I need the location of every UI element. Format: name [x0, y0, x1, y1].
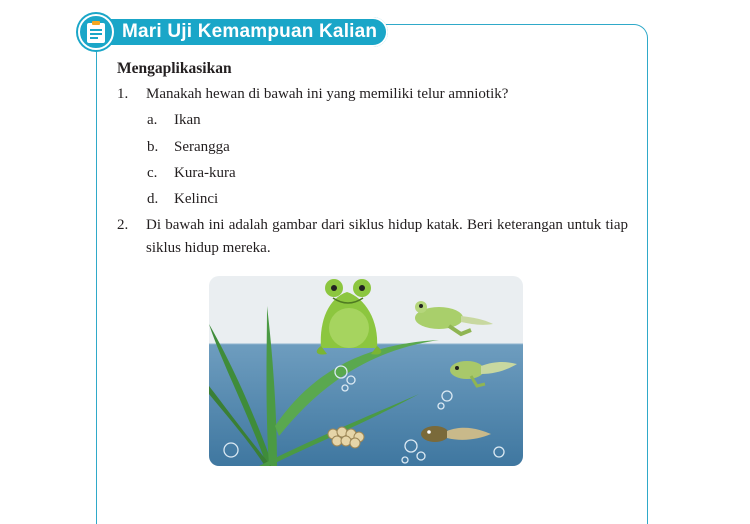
question-text: Manakah hewan di bawah ini yang memiliki telur amniotik?: [146, 86, 509, 102]
option-letter: b.: [147, 139, 159, 155]
question-2: [117, 214, 637, 264]
option-text: Serangga: [174, 139, 230, 155]
banner-title: Mari Uji Kemampuan Kalian: [122, 21, 378, 42]
option-letter: d.: [147, 191, 159, 207]
question-number: 1.: [117, 86, 129, 102]
option-text: Kelinci: [174, 191, 219, 207]
option-a: [147, 110, 201, 130]
frog-life-cycle-illustration: [209, 276, 523, 466]
question-number: 2.: [117, 217, 129, 233]
section-title: Mengaplikasikan: [117, 60, 232, 77]
option-text: Kura-kura: [174, 165, 236, 181]
frog-life-cycle-figure: [209, 276, 523, 466]
section-banner: [78, 14, 390, 50]
question-1: [117, 83, 637, 107]
question-text: Di bawah ini adalah gambar dari siklus hidup katak. Beri keterangan untuk tiap siklus hidup mereka.: [146, 217, 628, 256]
option-letter: c.: [147, 165, 158, 181]
option-letter: a.: [147, 112, 158, 128]
option-b: [147, 137, 230, 157]
option-text: Ikan: [174, 112, 201, 128]
clipboard-icon: [78, 14, 114, 50]
option-c: [147, 163, 236, 183]
option-d: [147, 189, 218, 209]
